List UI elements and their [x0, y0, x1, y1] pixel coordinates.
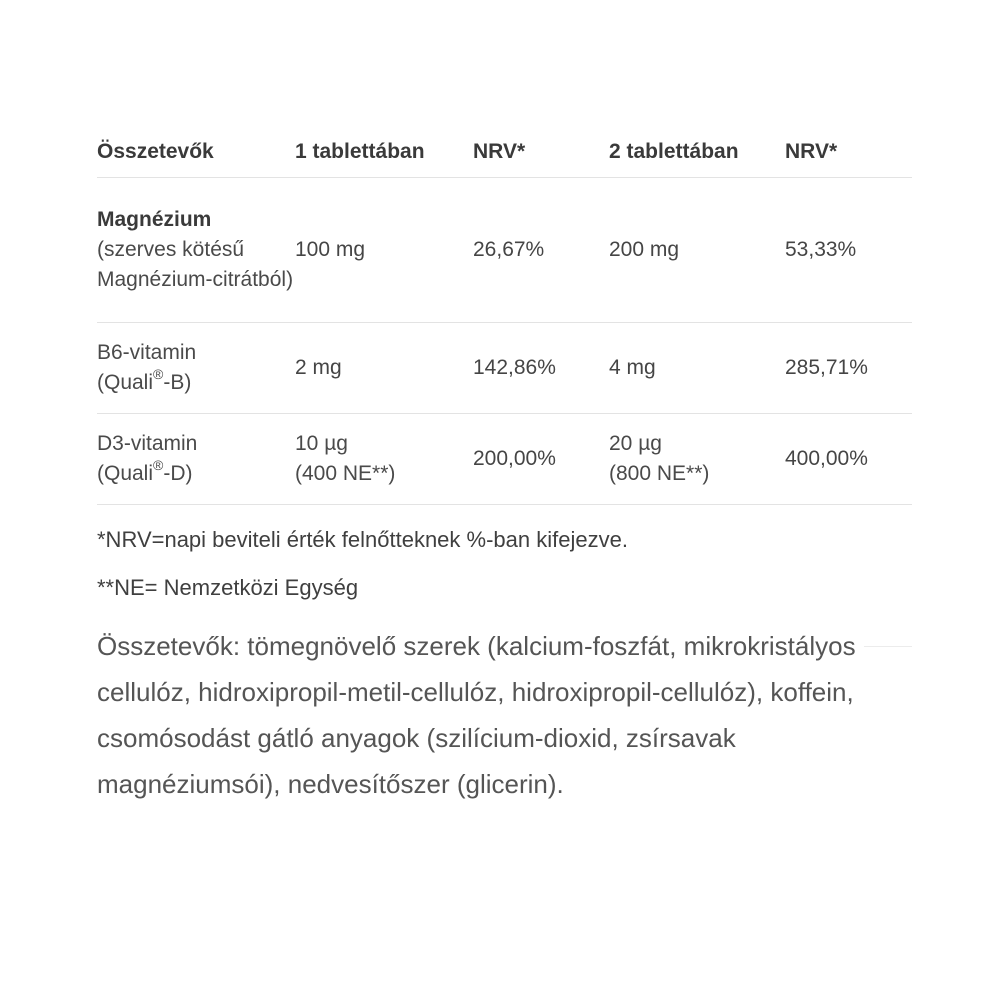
header-nrv-2: NRV* [785, 130, 912, 178]
nrv-1-tablet: 142,86% [473, 323, 609, 414]
ingredient-cell [97, 178, 295, 323]
table-row [97, 178, 912, 323]
dose-1-tablet: 2 mg [295, 323, 473, 414]
ingredient-source [97, 368, 295, 398]
dose-1-tablet: 100 mg [295, 178, 473, 323]
ingredients-text: Összetevők: tömegnövelő szerek (kalcium-foszfát, mikrokristályos cellulóz, hidroxipropil-metil-cellulóz, hidroxipropil-cellulóz), koffein, csomósodást gátló anyagok (szilícium-dioxid, zsírsavak magnéziumsói), nedvesítőszer (glicerin). [97, 631, 856, 799]
ingredient-source: (szerves kötésű Magnézium-citrátból) [97, 238, 294, 291]
divider [864, 646, 912, 647]
dose-2-tablets: 20 µg [609, 432, 662, 455]
header-ingredients: Összetevők [97, 130, 295, 178]
ingredient-cell [97, 414, 295, 505]
dose-2-tablets: 200 mg [609, 178, 785, 323]
table-row [97, 414, 912, 505]
dose-2-tablets-cell [609, 414, 785, 505]
table-row [97, 323, 912, 414]
nrv-1-tablet: 200,00% [473, 414, 609, 505]
ingredient-name: Magnézium [97, 208, 212, 231]
dose-2-tablets: 4 mg [609, 323, 785, 414]
registered-mark: ® [153, 366, 164, 382]
header-nrv-1: NRV* [473, 130, 609, 178]
header-per-1-tablet: 1 tablettában [295, 130, 473, 178]
registered-mark: ® [153, 457, 164, 473]
footnote-ne: **NE= Nemzetközi Egység [97, 575, 359, 600]
dose-1-tablet-ne: (400 NE**) [295, 462, 396, 485]
ingredient-source-suffix: -D) [163, 462, 193, 485]
footnotes [97, 527, 912, 601]
ingredient-source-prefix: (Quali [97, 371, 154, 394]
nrv-2-tablets: 53,33% [785, 178, 912, 323]
ingredient-cell [97, 323, 295, 414]
ingredient-source [97, 459, 295, 489]
dose-2-tablets-ne: (800 NE**) [609, 462, 710, 485]
dose-1-tablet-cell [295, 414, 473, 505]
nrv-2-tablets: 400,00% [785, 414, 912, 505]
header-per-2-tablets: 2 tablettában [609, 130, 785, 178]
nrv-1-tablet: 26,67% [473, 178, 609, 323]
product-info [97, 130, 912, 807]
dose-1-tablet: 10 µg [295, 432, 348, 455]
ingredient-name: D3-vitamin [97, 432, 198, 455]
nutrition-table [97, 130, 912, 505]
footnote-nrv: *NRV=napi beviteli érték felnőtteknek %-ban kifejezve. [97, 527, 628, 552]
ingredient-name: B6-vitamin [97, 341, 197, 364]
nrv-2-tablets: 285,71% [785, 323, 912, 414]
ingredient-source-suffix: -B) [163, 371, 192, 394]
ingredient-source-prefix: (Quali [97, 462, 154, 485]
table-header-row [97, 130, 912, 178]
